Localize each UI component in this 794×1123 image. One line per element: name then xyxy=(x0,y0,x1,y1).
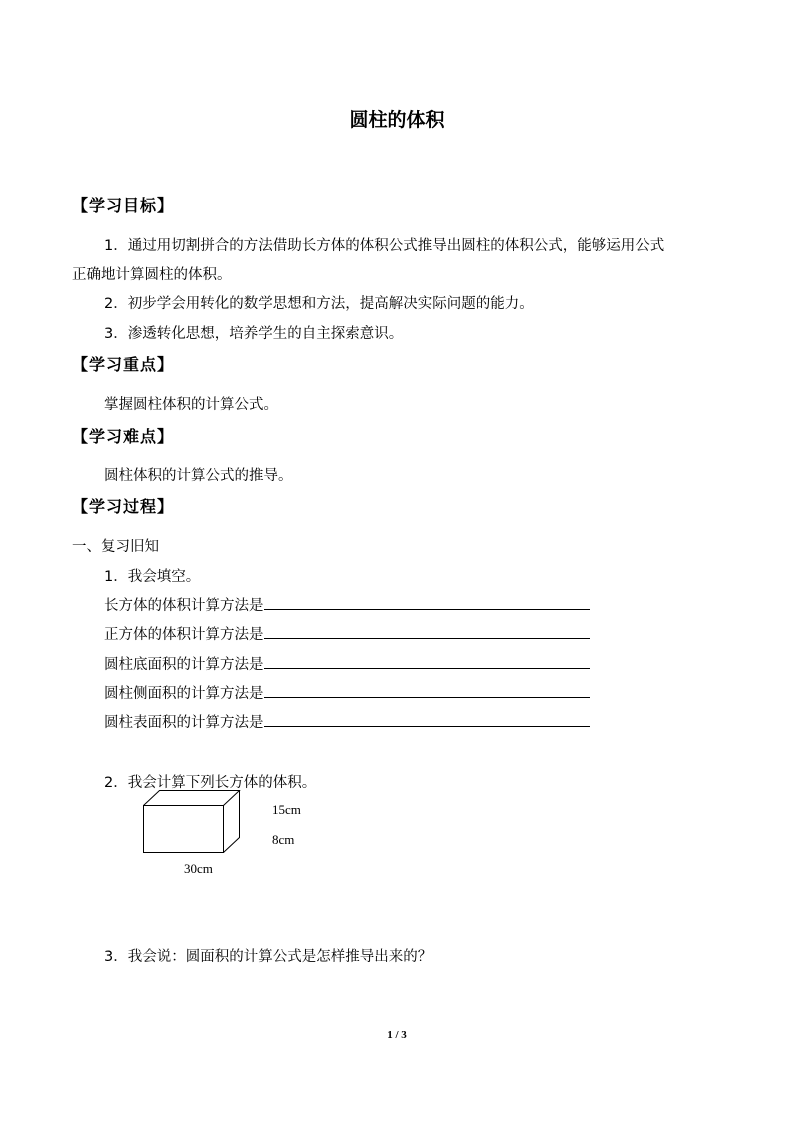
question-1: 1．我会填空。 xyxy=(104,569,201,585)
document-title: 圆柱的体积 xyxy=(349,109,445,131)
height-label: 8cm xyxy=(272,832,295,847)
review-heading: 一、复习旧知 xyxy=(72,539,159,555)
key-text: 掌握圆柱体积的计算公式。 xyxy=(104,397,278,413)
depth-label: 15cm xyxy=(272,802,301,817)
cuboid-side-face xyxy=(224,791,240,853)
goal-1-line-2: 正确地计算圆柱的体积。 xyxy=(72,267,232,283)
goal-2: 2．初步学会用转化的数学思想和方法，提高解决实际问题的能力。 xyxy=(104,296,534,312)
answer-blank[interactable] xyxy=(264,654,590,669)
goal-1-line-1: 1．通过用切割拼合的方法借助长方体的体积公式推导出圆柱的体积公式，能够运用公式 xyxy=(104,238,665,254)
process-heading: 【学习过程】 xyxy=(72,497,175,516)
fill-item xyxy=(104,653,590,674)
fill-item-label: 圆柱表面积的计算方法是 xyxy=(104,715,264,731)
fill-item-label: 正方体的体积计算方法是 xyxy=(104,627,264,643)
fill-item xyxy=(104,711,590,732)
fill-item-label: 长方体的体积计算方法是 xyxy=(104,598,264,614)
question-2: 2．我会计算下列长方体的体积。 xyxy=(104,775,317,791)
difficulty-heading: 【学习难点】 xyxy=(72,427,175,446)
cuboid-top-face xyxy=(144,791,240,806)
fill-item xyxy=(104,623,590,644)
fill-item-label: 圆柱侧面积的计算方法是 xyxy=(104,686,264,702)
fill-item xyxy=(104,594,590,615)
key-heading: 【学习重点】 xyxy=(72,355,175,374)
fill-item-label: 圆柱底面积的计算方法是 xyxy=(104,657,264,673)
cuboid-figure xyxy=(140,788,244,856)
cuboid-front-face xyxy=(144,806,224,853)
page-number: 1 / 3 xyxy=(387,1029,407,1041)
difficulty-text: 圆柱体积的计算公式的推导。 xyxy=(104,468,293,484)
question-3: 3．我会说：圆面积的计算公式是怎样推导出来的？ xyxy=(104,949,433,965)
answer-blank[interactable] xyxy=(264,624,590,639)
answer-blank[interactable] xyxy=(264,712,590,727)
width-label: 30cm xyxy=(184,861,213,876)
goals-heading: 【学习目标】 xyxy=(72,196,175,215)
answer-blank[interactable] xyxy=(264,683,590,698)
fill-item xyxy=(104,682,590,703)
goal-3: 3．渗透转化思想，培养学生的自主探索意识。 xyxy=(104,326,404,342)
answer-blank[interactable] xyxy=(264,595,590,610)
